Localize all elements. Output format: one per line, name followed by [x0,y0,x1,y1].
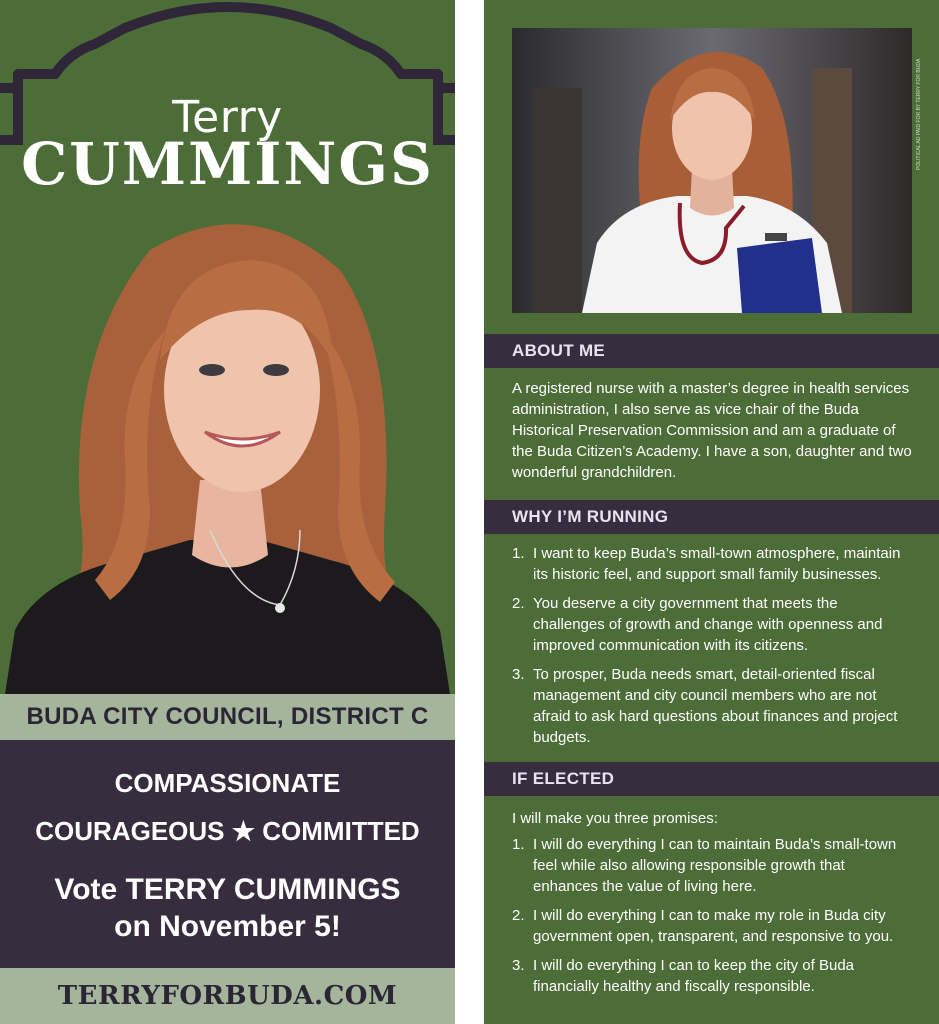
why-heading-bar [484,500,939,534]
website-link[interactable]: TERRYFORBUDA.COM [57,981,398,1011]
list-item: 1. I will do everything I can to maintain Buda’s small-town feel while also allowing responsible growth that enhances the value of living here. [512,836,897,895]
elected-heading: IF ELECTED [512,769,615,788]
candidate-first-name: Terry [172,92,283,143]
elected-intro: I will make you three promises: [512,810,718,827]
why-heading: WHY I’M RUNNING [512,507,669,526]
about-heading-bar [484,334,939,368]
list-item: 3. To prosper, Buda needs smart, detail-oriented fiscal management and city council members who are not afraid to ask hard questions about finances and project budgets. [512,666,898,746]
elected-list [512,834,912,1005]
slogan-line-1: COMPASSIONATE [114,768,341,798]
elected-heading-bar [484,762,939,796]
why-list [512,543,912,756]
flyer-back-panel [484,0,939,1024]
flyer-front-panel [0,0,455,1024]
slogan-panel [0,740,455,968]
political-ad-disclaimer: POLITICAL AD PAID FOR BY TERRY FOR BUDA [916,58,922,170]
slogan-line-2: COURAGEOUS ★ COMMITTED [35,816,420,846]
list-item: 2. I will do everything I can to make my role in Buda city government open, transparent, and responsive to you. [512,907,894,945]
website-banner [0,968,455,1024]
list-item: 1. I want to keep Buda’s small-town atmosphere, maintain its historic feel, and support small family businesses. [512,545,901,583]
about-heading: ABOUT ME [512,341,606,360]
list-item: 3. I will do everything I can to keep the city of Buda financially healthy and fiscally responsible. [512,957,855,995]
vote-call-line-2: on November 5! [114,910,341,943]
candidate-last-name: CUMMINGS [21,130,434,198]
district-label: BUDA CITY COUNCIL, DISTRICT C [26,703,429,730]
vote-call-line-1: Vote TERRY CUMMINGS [54,873,401,906]
district-banner [0,694,455,740]
candidate-portrait [0,210,455,694]
candidate-nurse-photo [512,28,912,313]
list-item: 2. You deserve a city government that meets the challenges of growth and change with openness and improved communication with its citizens. [512,595,883,654]
about-text: A registered nurse with a master’s degree in health services administration, I also serve as vice chair of the Buda Historical Preservation Commission and am a graduate of the Buda Citizen’s Academy. I have a son, daughter and two wonderful grandchildren. [512,380,912,481]
